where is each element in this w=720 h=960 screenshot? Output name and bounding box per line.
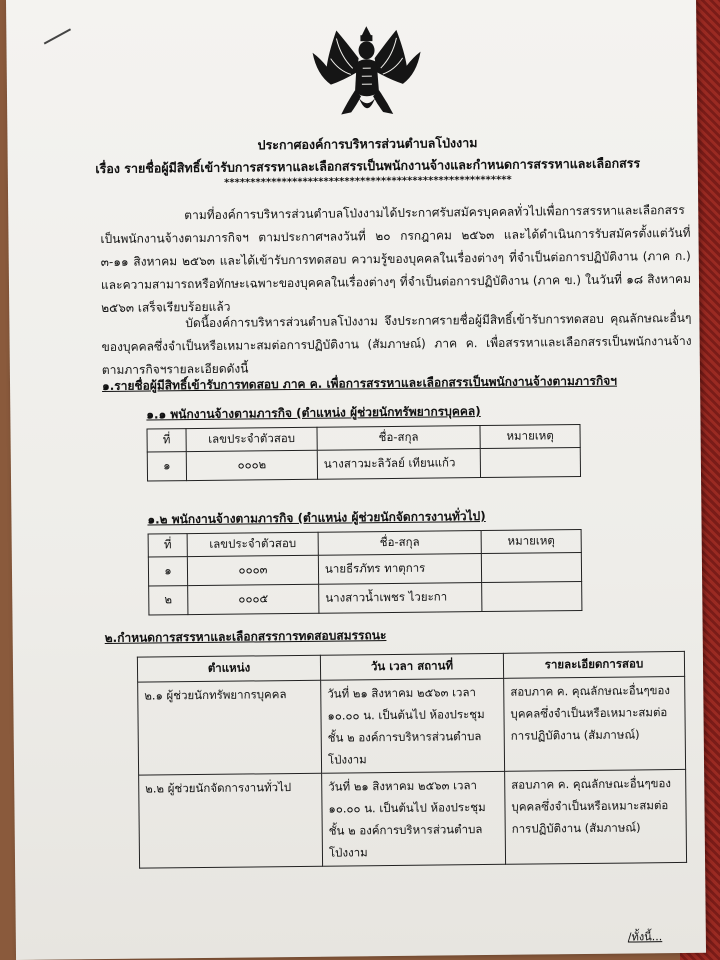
paragraph-intro: ตามที่องค์การบริหารส่วนตำบลโป่งงามได้ประกาศรับสมัครบุคคลทั่วไปเพื่อการสรรหาและเลือกสรรเป็นพนักงานจ้างตามภารกิจฯ ตามประกาศฯลงวันที่ ๒๐ กรกฎาคม ๒๕๖๓ และได้ดำเนินการรับสมัครตั้งแต่วันที่ ๓-๑๑ สิงหาคม ๒๕๖๓ และได้เข้ารับการทดสอบ ความรู้ของบุคคลในเรื่องต่างๆ ที่จำเป็นต่อการปฏิบัติงาน (ภาค ก.) และความสามารถหรือทักษะเฉพาะของบุคคลในเรื่องต่างๆ ที่จำเป็นต่อการปฏิบัติงาน (ภาค ข.) ในวันที่ ๑๘ สิงหาคม ๒๕๖๓ เสร็จเรียบร้อยแล้ว: [100, 202, 692, 316]
column-header: เลขประจำตัวสอบ: [186, 427, 317, 451]
cell-exam-id: ๐๐๐๕: [188, 584, 319, 614]
section1-heading: ๑.รายชื่อผู้มีสิทธิ์เข้ารับการทดสอบ ภาค ค. เพื่อการสรรหาและเลือกสรรเป็นพนักงานจ้างตามภารกิจฯ: [101, 373, 618, 394]
cell-name: นายธีรภัทร ทาตุการ: [318, 554, 481, 585]
candidates-table-admin: [148, 529, 583, 616]
cell-remark: [480, 448, 580, 478]
column-header: ชื่อ-สกุล: [318, 531, 481, 556]
column-header: ที่: [148, 534, 187, 557]
column-header: รายละเอียดการสอบ: [503, 651, 684, 678]
cell-name: นางสาวน้ำเพชร ไวยะกา: [319, 583, 482, 614]
cell-remark: [482, 582, 582, 612]
separator-line: *******************************************************: [224, 174, 512, 189]
column-header: หมายเหตุ: [481, 530, 581, 554]
column-header: เลขประจำตัวสอบ: [187, 532, 318, 556]
document-subject: เรื่อง รายชื่อผู้มีสิทธิ์เข้ารับการสรรหาและเลือกสรรเป็นพนักงานจ้างและกำหนดการสรรหาและเลือกสรร: [95, 155, 641, 177]
candidates-table-hr: [146, 424, 581, 482]
cell-schedule: วันที่ ๒๑ สิงหาคม ๒๕๖๓ เวลา ๑๐.๐๐ น. เป็นต้นไป ห้องประชุม ชั้น ๒ องค์การบริหารส่วนตำบลโป่งงาม: [322, 771, 506, 866]
table-row: [147, 448, 580, 482]
cell-no: ๑: [147, 452, 186, 481]
cell-no: ๑: [148, 557, 187, 586]
continuation-note: /ทั้งนี้...: [627, 930, 663, 944]
cell-position: ๒.๑ ผู้ช่วยนักทรัพยากรบุคคล: [138, 680, 322, 775]
section1-2-heading: ๑.๒ พนักงานจ้างตามภารกิจ (ตำแหน่ง ผู้ช่วยนักจัดการงานทั่วไป): [147, 509, 486, 527]
cell-details: สอบภาค ค. คุณลักษณะอื่นๆของบุคคลซึ่งจำเป็นหรือเหมาะสมต่อการปฏิบัติงาน (สัมภาษณ์): [504, 676, 686, 771]
cell-exam-id: ๐๐๐๒: [186, 450, 317, 480]
document-title: ประกาศองค์การบริหารส่วนตำบลโป่งงาม: [257, 135, 478, 153]
table-row: [148, 553, 581, 587]
column-header: ตำแหน่ง: [137, 655, 320, 682]
column-header: หมายเหตุ: [480, 425, 580, 449]
section2-heading: ๒.กำหนดการสรรหาและเลือกสรรการทดสอบสมรรถนะ: [104, 628, 387, 646]
cell-details: สอบภาค ค. คุณลักษณะอื่นๆของบุคคลซึ่งจำเป็นหรือเหมาะสมต่อการปฏิบัติงาน (สัมภาษณ์): [505, 769, 687, 864]
pen-mark: [44, 28, 71, 44]
column-header: ชื่อ-สกุล: [317, 426, 480, 451]
column-header: ที่: [147, 429, 186, 452]
section1-1-heading: ๑.๑ พนักงานจ้างตามภารกิจ (ตำแหน่ง ผู้ช่วยนักทรัพยากรบุคคล): [146, 404, 481, 422]
paragraph-announcement: บัดนี้องค์การบริหารส่วนตำบลโป่งงาม จึงประกาศรายชื่อผู้มีสิทธิ์เข้ารับการทดสอบ คุณลักษณะอื่นๆของบุคคลซึ่งจำเป็นหรือเหมาะสมต่อการปฏิบัติงาน (สัมภาษณ์) ภาค ค. เพื่อสรรหาและเลือกสรรเป็นพนักงานจ้างตามภารกิจฯรายละเอียดดังนี้: [101, 310, 692, 378]
cell-schedule: วันที่ ๒๑ สิงหาคม ๒๕๖๓ เวลา ๑๐.๐๐ น. เป็นต้นไป ห้องประชุม ชั้น ๒ องค์การบริหารส่วนตำบลโป่งงาม: [321, 678, 505, 773]
cell-position: ๒.๒ ผู้ช่วยนักจัดการงานทั่วไป: [139, 773, 323, 868]
table-row: [149, 582, 582, 616]
cell-exam-id: ๐๐๐๓: [187, 555, 318, 585]
table-row: [139, 769, 687, 868]
cell-name: นางสาวมะลิวัลย์ เทียนแก้ว: [317, 449, 480, 480]
column-header: วัน เวลา สถานที่: [320, 653, 503, 680]
schedule-table: [137, 651, 687, 869]
cell-no: ๒: [149, 586, 188, 615]
garuda-emblem-icon: [306, 22, 427, 123]
table-row: [138, 676, 686, 775]
cell-remark: [481, 553, 581, 583]
document-page: [6, 0, 706, 960]
